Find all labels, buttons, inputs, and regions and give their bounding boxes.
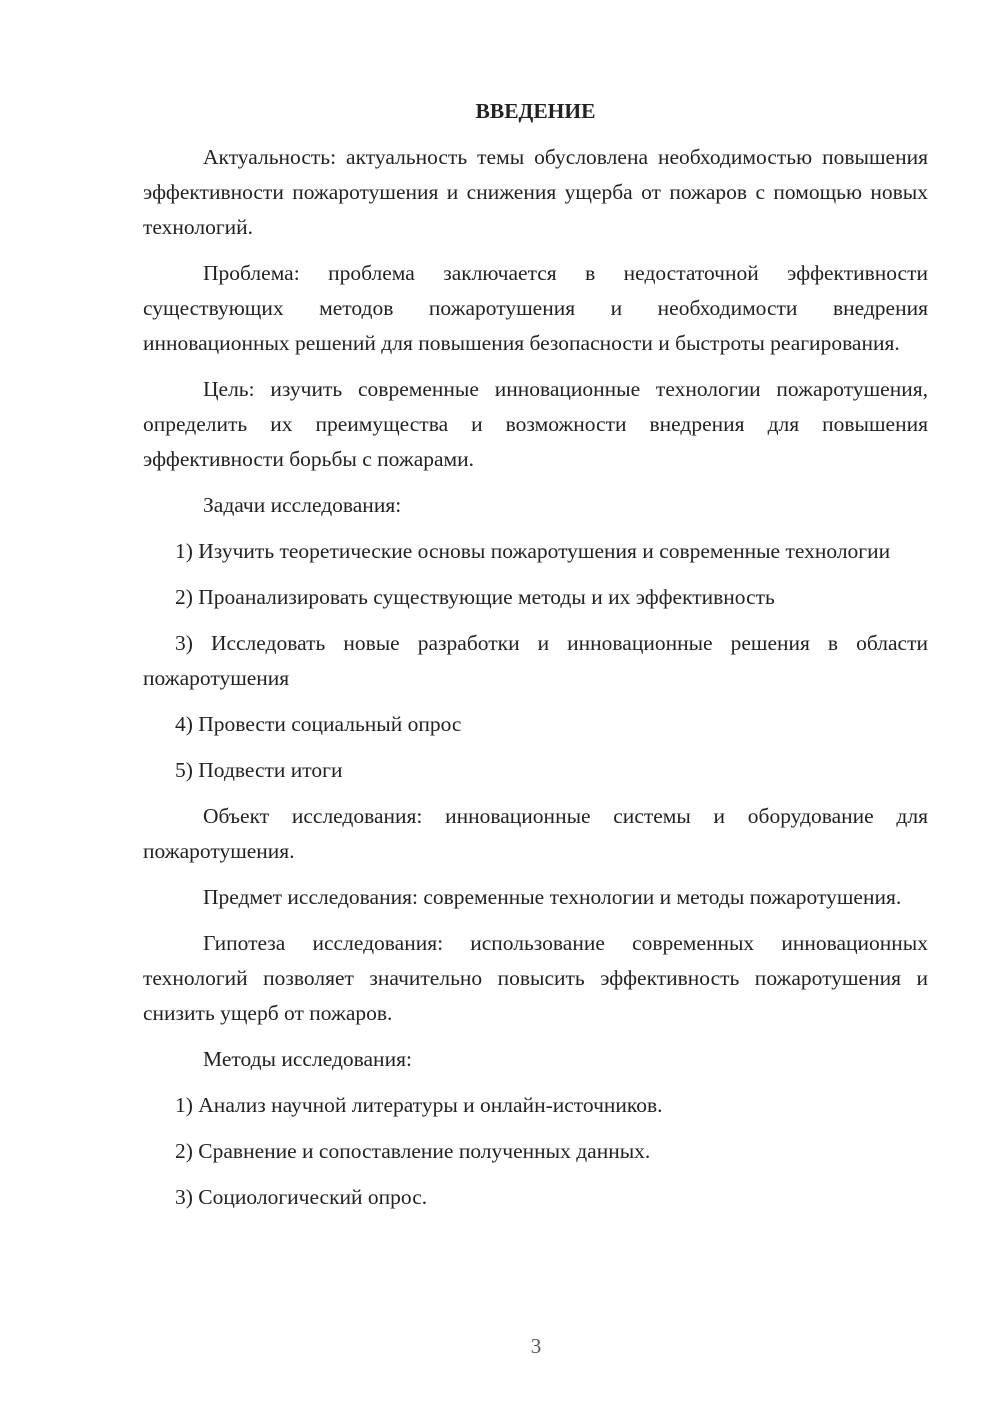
page-content xyxy=(143,96,928,1226)
section-title: ВВЕДЕНИЕ xyxy=(475,99,596,123)
problem-paragraph: Проблема: проблема заключается в недостаточной эффективности существующих методов пожаротушения и необходимости внедрения инновационных решений для повышения безопасности и быстроты реагирования. xyxy=(143,261,928,355)
task-item: 3) Исследовать новые разработки и инновационные решения в области пожаротушения xyxy=(143,631,928,690)
method-item: 2) Сравнение и сопоставление полученных данных. xyxy=(175,1139,651,1163)
object-paragraph: Объект исследования: инновационные системы и оборудование для пожаротушения. xyxy=(143,804,928,863)
page-number: 3 xyxy=(530,1334,542,1358)
tasks-heading: Задачи исследования: xyxy=(203,493,402,517)
subject-paragraph: Предмет исследования: современные технологии и методы пожаротушения. xyxy=(203,885,902,909)
task-item: 4) Провести социальный опрос xyxy=(175,712,462,736)
method-item: 3) Социологический опрос. xyxy=(175,1185,428,1209)
task-item: 5) Подвести итоги xyxy=(175,758,343,782)
methods-heading: Методы исследования: xyxy=(203,1047,412,1071)
task-item: 1) Изучить теоретические основы пожаротушения и современные технологии xyxy=(175,539,891,563)
goal-paragraph: Цель: изучить современные инновационные технологии пожаротушения, определить их преимущества и возможности внедрения для повышения эффективности борьбы с пожарами. xyxy=(143,377,928,471)
relevance-paragraph: Актуальность: актуальность темы обусловлена необходимостью повышения эффективности пожаротушения и снижения ущерба от пожаров с помощью новых технологий. xyxy=(143,145,928,239)
method-item: 1) Анализ научной литературы и онлайн-источников. xyxy=(175,1093,663,1117)
task-item: 2) Проанализировать существующие методы и их эффективность xyxy=(175,585,775,609)
hypothesis-paragraph: Гипотеза исследования: использование современных инновационных технологий позволяет значительно повысить эффективность пожаротушения и снизить ущерб от пожаров. xyxy=(143,931,928,1025)
